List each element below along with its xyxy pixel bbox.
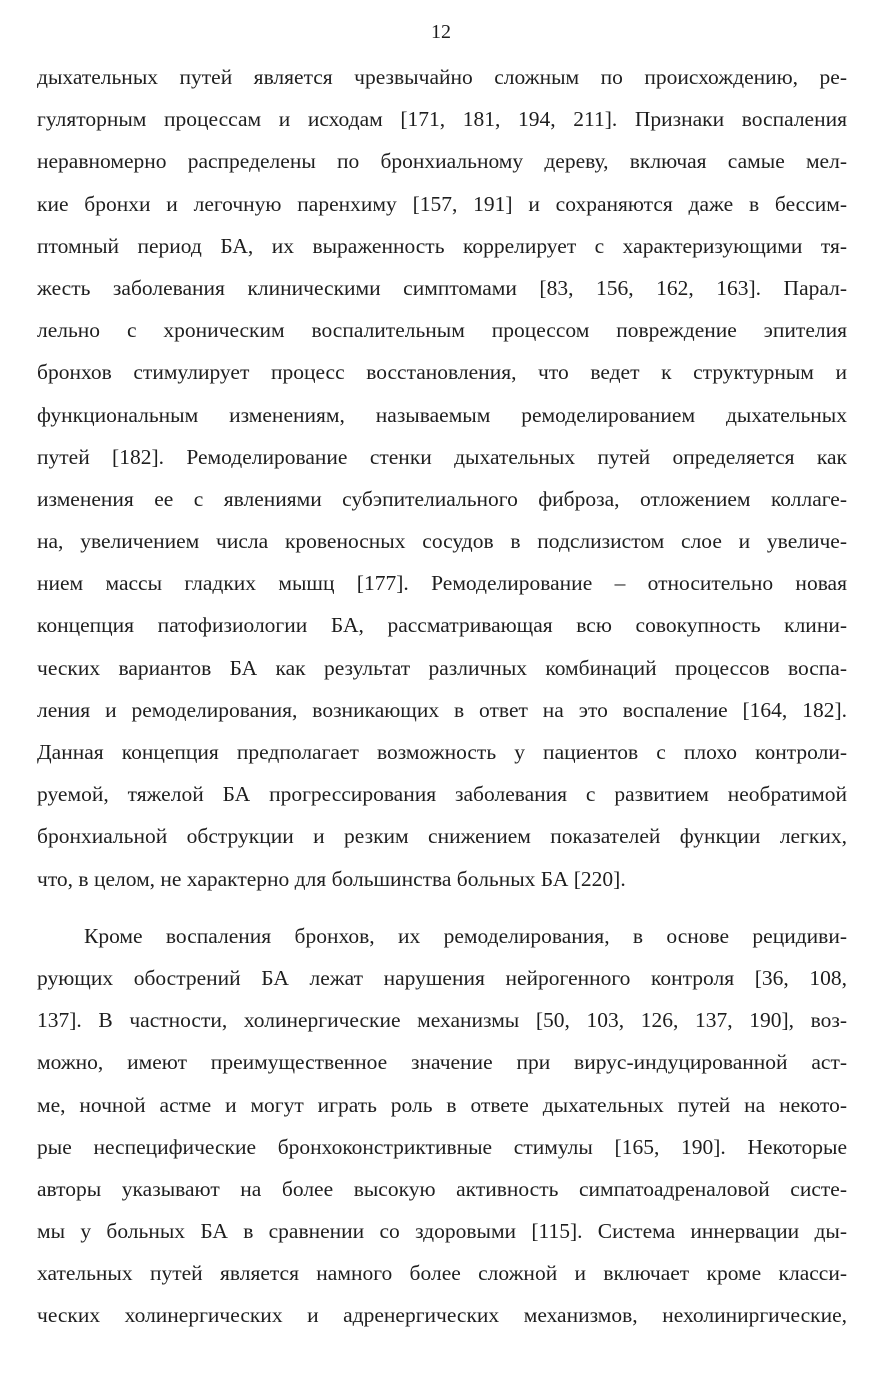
text-line: дыхательных путей является чрезвычайно сложным по происхождению, ре- xyxy=(37,65,847,89)
text-line: жесть заболевания клиническими симптомами [83, 156, 162, 163]. Парал- xyxy=(37,275,847,300)
text-line: Данная концепция предполагает возможность у пациентов с плохо контроли- xyxy=(37,740,847,764)
text-line: нием массы гладких мышц [177]. Ремоделирование – относительно новая xyxy=(37,571,847,596)
paragraph-neurogenic-control xyxy=(37,915,847,1337)
text-line: авторы указывают на более высокую активность симпатоадреналовой систе- xyxy=(37,1176,847,1201)
text-line: гуляторным процессам и исходам [171, 181, 194, 211]. Признаки воспаления xyxy=(37,107,847,132)
text-line: ческих холинергических и адренергических механизмов, нехолиниргические, xyxy=(37,1303,847,1328)
text-line: руемой, тяжелой БА прогрессирования заболевания с развитием необратимой xyxy=(37,782,847,807)
text-line: изменения ее с явлениями субэпителиального фиброза, отложением коллаге- xyxy=(37,486,847,511)
text-line: концепция патофизиологии БА, рассматривающая всю совокупность клини- xyxy=(37,613,847,638)
text-line: ческих вариантов БА как результат различных комбинаций процессов воспа- xyxy=(37,655,847,680)
text-line: лельно с хроническим воспалительным процессом повреждение эпителия xyxy=(37,318,847,343)
text-line: неравномерно распределены по бронхиальному дереву, включая самые мел- xyxy=(37,149,847,174)
text-line: птомный период БА, их выраженность коррелирует с характеризующими тя- xyxy=(37,233,847,258)
text-line: мы у больных БА в сравнении со здоровыми [115]. Система иннервации ды- xyxy=(37,1219,847,1244)
text-line: 137]. В частности, холинергические механизмы [50, 103, 126, 137, 190], воз- xyxy=(37,1008,847,1033)
paragraph-spacer xyxy=(37,900,847,915)
text-line: рующих обострений БА лежат нарушения нейрогенного контроля [36, 108, xyxy=(37,965,847,990)
text-line: рые неспецифические бронхоконстриктивные стимулы [165, 190]. Некоторые xyxy=(37,1134,847,1159)
page-number: 12 xyxy=(431,21,451,43)
text-line: на, увеличением числа кровеносных сосудов в подслизистом слое и увеличе- xyxy=(37,529,847,554)
text-line: функциональным изменениям, называемым ремоделированием дыхательных xyxy=(37,402,847,427)
text-line: ме, ночной астме и могут играть роль в ответе дыхательных путей на некото- xyxy=(37,1092,847,1117)
text-line: что, в целом, не характерно для большинства больных БА [220]. xyxy=(37,866,626,891)
text-line: бронхов стимулирует процесс восстановления, что ведет к структурным и xyxy=(37,360,847,385)
text-line: путей [182]. Ремоделирование стенки дыхательных путей определяется как xyxy=(37,444,847,469)
text-line: бронхиальной обструкции и резким снижением показателей функции легких, xyxy=(37,824,847,849)
text-line: можно, имеют преимущественное значение при вирус-индуцированной аст- xyxy=(37,1050,847,1075)
text-line: ления и ремоделирования, возникающих в ответ на это воспаление [164, 182]. xyxy=(37,697,847,722)
body-text xyxy=(37,56,847,1337)
text-line: хательных путей является намного более сложной и включает кроме класси- xyxy=(37,1261,847,1286)
paragraph-neuro-inflammation xyxy=(37,56,847,900)
text-line: кие бронхи и легочную паренхиму [157, 191] и сохраняются даже в бессим- xyxy=(37,191,847,216)
text-line: Кроме воспаления бронхов, их ремоделирования, в основе рецидиви- xyxy=(84,923,847,948)
